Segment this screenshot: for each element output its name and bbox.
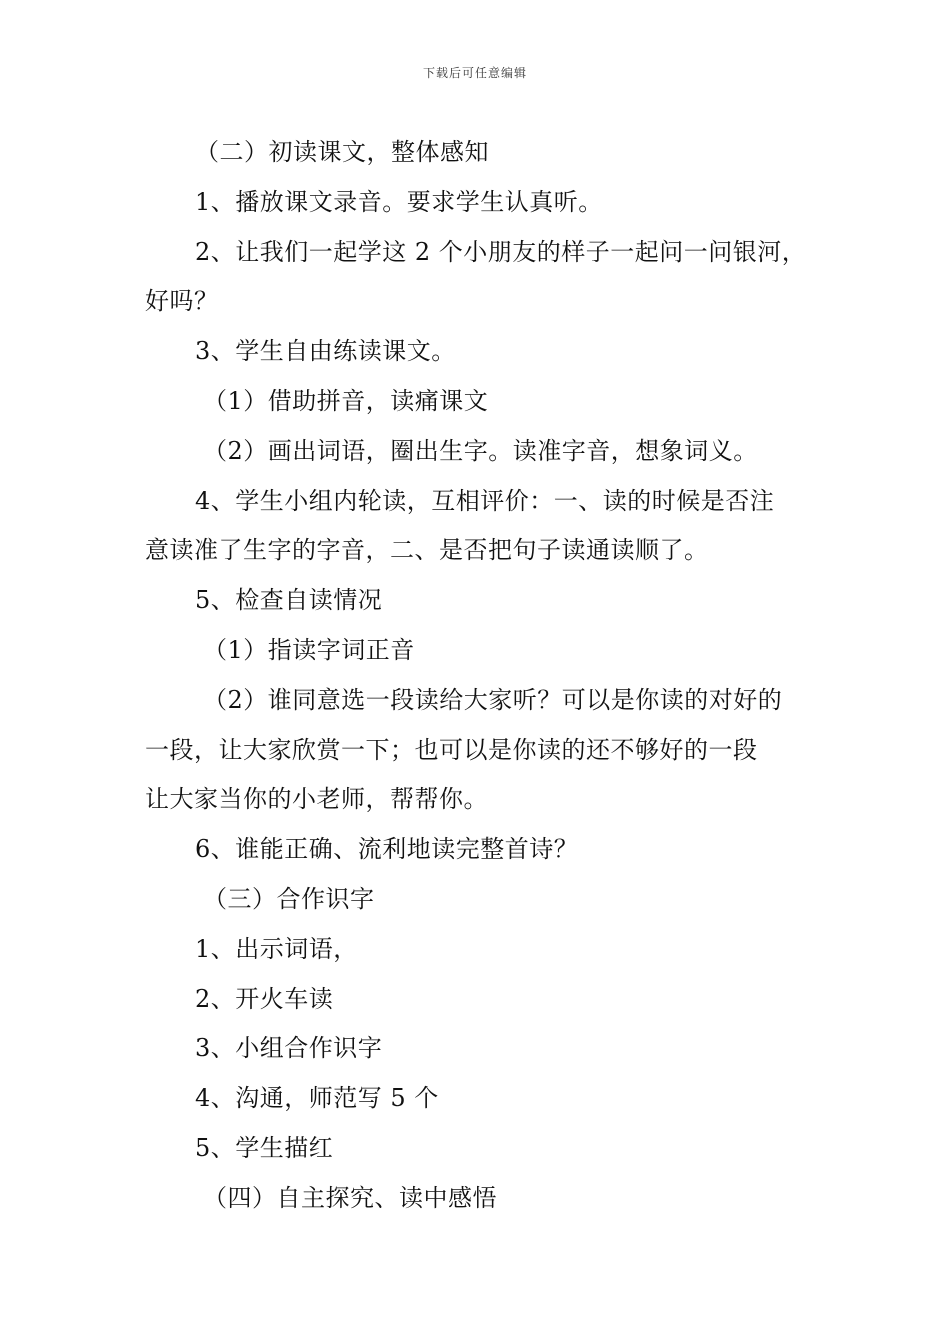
paragraph-line: 4、学生小组内轮读，互相评价：一、读的时候是否注 [195,486,775,515]
paragraph-line: （1）指读字词正音 [203,635,415,664]
paragraph-line: 5、学生描红 [195,1133,334,1162]
page-header: 下载后可任意编辑 [422,66,527,80]
paragraph-line: （2）画出词语，圈出生字。读准字音，想象词义。 [203,436,758,465]
paragraph-line: 4、沟通，师范写 5 个 [195,1084,439,1113]
paragraph-line: 2、让我们一起学这 2 个小朋友的样子一起问一问银河， [195,237,807,266]
section-heading-3: （三）合作识字 [203,884,375,913]
paragraph-line: 1、出示词语， [195,934,358,963]
paragraph-line: （1）借助拼音，读痛课文 [203,386,489,415]
paragraph-line: 6、谁能正确、流利地读完整首诗？ [195,835,579,864]
section-heading-4: （四）自主探究、读中感悟 [203,1183,497,1212]
paragraph-line: 3、小组合作识字 [195,1034,383,1063]
section-heading-2: （二）初读课文，整体感知 [195,138,489,166]
paragraph-line: 2、开火车读 [195,984,334,1013]
paragraph-line: 好吗？ [145,287,219,316]
paragraph-line: （2）谁同意选一段读给大家听？可以是你读的对好的 [203,685,783,714]
paragraph-line: 让大家当你的小老师，帮帮你。 [145,785,488,814]
paragraph-line: 5、检查自读情况 [195,586,383,615]
paragraph-line: 一段，让大家欣赏一下；也可以是你读的还不够好的一段 [145,735,758,764]
paragraph-line: 3、学生自由练读课文。 [195,337,456,366]
paragraph-line: 意读准了生字的字音，二、是否把句子读通读顺了。 [145,536,709,565]
document-body [145,128,820,1224]
paragraph-line: 1、播放课文录音。要求学生认真听。 [195,187,603,216]
